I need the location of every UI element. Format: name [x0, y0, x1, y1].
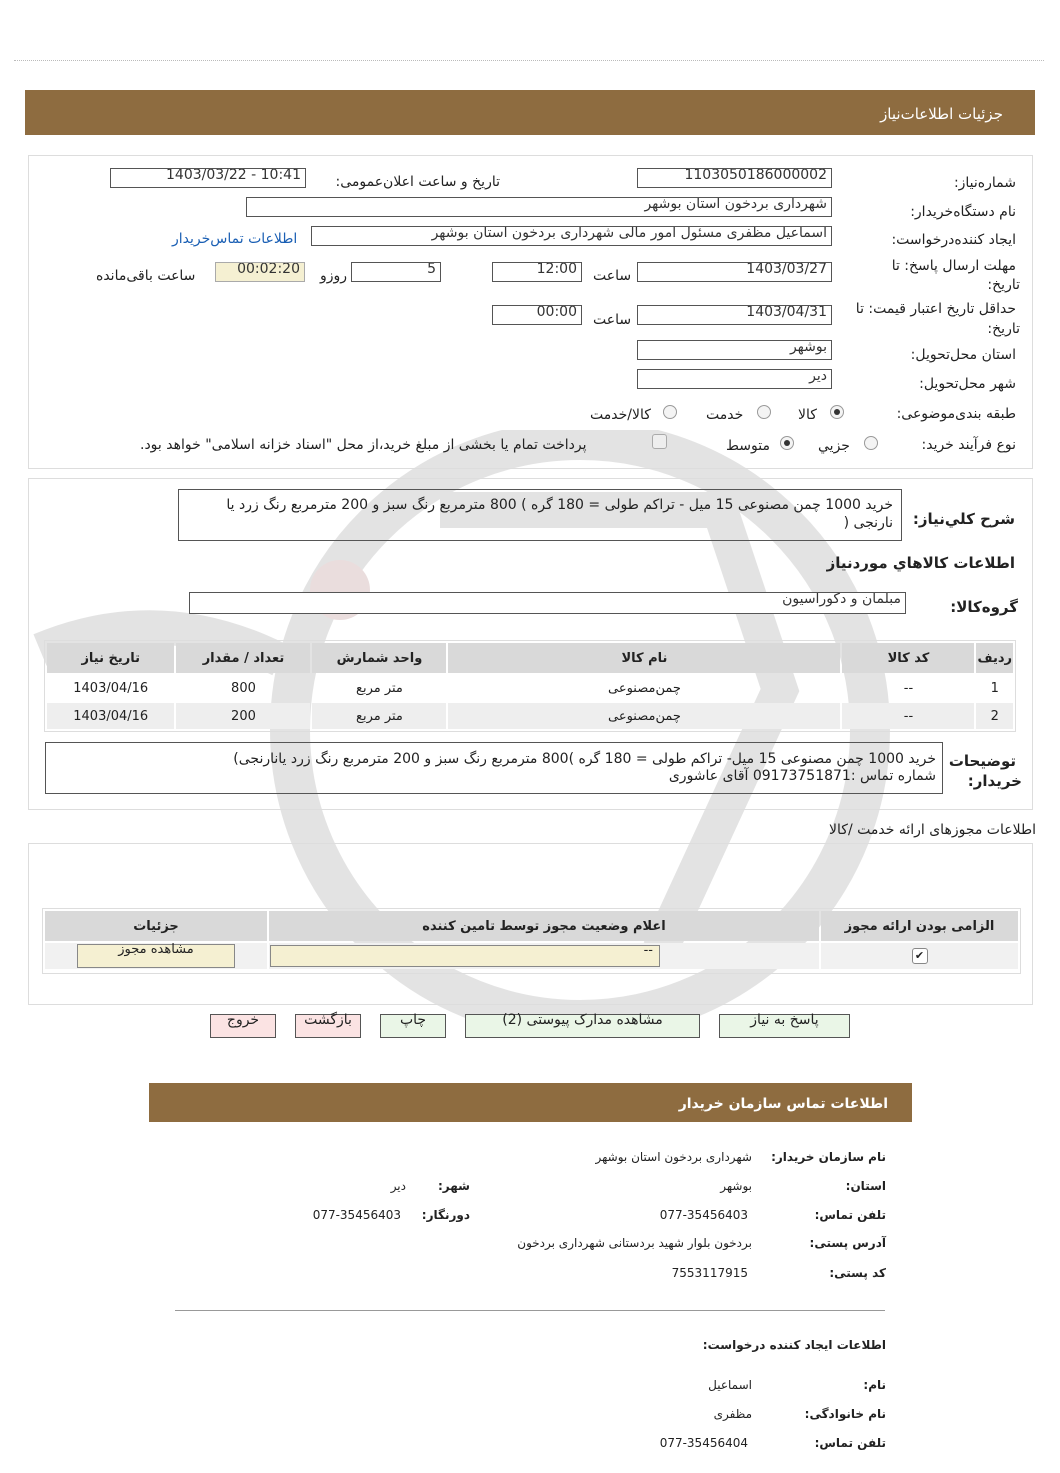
cell-required — [821, 943, 1018, 969]
validity-time-label: ساعت — [593, 312, 632, 328]
col-required: الزامی بودن ارائه مجوز — [821, 911, 1018, 941]
province-contact-value: بوشهر — [720, 1179, 752, 1193]
creator-phone-value: 077-35456404 — [659, 1436, 748, 1450]
category-service-radio[interactable] — [757, 405, 771, 419]
permits-title: اطلاعات مجوزهای ارائه خدمت /کالا — [829, 822, 1036, 838]
cell-code: -- — [903, 680, 914, 696]
col-unit: واحد شمارش — [312, 643, 446, 673]
exit-button[interactable]: خروج — [210, 1014, 276, 1038]
permits-table-header — [45, 911, 1018, 941]
validity-date-field: 1403/04/31 — [637, 305, 832, 325]
col-row: ردیف — [976, 643, 1013, 673]
items-table-header — [47, 643, 1013, 673]
col-name: نام کالا — [448, 643, 840, 673]
cell-row: 2 — [990, 708, 999, 724]
phone-value: 077-35456403 — [659, 1208, 748, 1222]
cell-name: چمن‌مصنوعی — [608, 708, 681, 724]
reply-button[interactable]: پاسخ به نیاز — [719, 1014, 850, 1038]
print-button[interactable]: چاپ — [380, 1014, 446, 1038]
buyer-notes-line2: شماره تماس :09173751871 آقای عاشوری — [668, 768, 936, 784]
cell-row: 1 — [990, 680, 999, 696]
name-value: اسماعیل — [708, 1378, 752, 1392]
days-field: 5 — [351, 262, 441, 282]
top-divider — [14, 60, 1044, 61]
buyer-notes-label-1: توضیحات — [948, 752, 1016, 770]
creator-label: ایجاد کننده‌درخواست: — [891, 232, 1016, 248]
org-label: نام سازمان خریدار: — [771, 1150, 886, 1164]
city-contact-label: شهر: — [438, 1179, 470, 1193]
cell-qty: 800 — [231, 680, 256, 696]
required-checkbox: ✔ — [912, 948, 928, 964]
table-row — [45, 943, 1018, 969]
page-title: جزئیات اطلاعات‌نیاز — [880, 105, 1003, 123]
cell-code: -- — [903, 708, 914, 724]
address-label: آدرس پستی: — [809, 1236, 886, 1250]
permits-table — [43, 909, 1020, 971]
postal-value: 7553117915 — [671, 1266, 748, 1280]
cell-date: 1403/04/16 — [73, 708, 149, 724]
category-both-radio[interactable] — [663, 405, 677, 419]
city-label: شهر محل‌تحویل: — [919, 376, 1016, 392]
name-label: نام: — [863, 1378, 886, 1392]
permits-table-wrap — [42, 908, 1021, 974]
col-status: اعلام وضعیت مجوز توسط تامین کننده — [269, 911, 819, 941]
days-label: روزو — [320, 268, 348, 284]
announce-label: تاریخ و ساعت اعلان‌عمومی: — [335, 174, 500, 190]
goods-info-title: اطلاعات کالاهاي موردنیاز — [826, 554, 1015, 572]
cell-unit: متر مربع — [356, 708, 403, 724]
cell-name: چمن‌مصنوعی — [608, 680, 681, 696]
category-goods-label: کالا — [798, 407, 817, 423]
buyer-org-field: شهرداری بردخون استان بوشهر — [246, 197, 832, 217]
table-row — [47, 675, 1013, 701]
items-table — [45, 641, 1015, 731]
deadline-date-field: 1403/03/27 — [637, 262, 832, 282]
process-partial-radio[interactable] — [864, 436, 878, 450]
deadline-time-label: ساعت — [593, 268, 632, 284]
category-both-label: کالا/خدمت — [590, 407, 651, 423]
back-button[interactable]: بازگشت — [295, 1014, 361, 1038]
goods-group-label: گروه‌کالا: — [950, 598, 1018, 616]
deadline-date-label: تاریخ: — [987, 277, 1020, 293]
need-number-label: شماره‌نیاز: — [953, 175, 1016, 191]
cell-qty: 200 — [231, 708, 256, 724]
phone-label: تلفن تماس: — [814, 1208, 886, 1222]
need-number-field: 1103050186000002 — [637, 168, 832, 188]
family-label: نام خانوادگی: — [804, 1407, 886, 1421]
process-partial-label: جزیي — [818, 438, 850, 454]
col-details: جزئیات — [45, 911, 267, 941]
cell-unit: متر مربع — [356, 680, 403, 696]
buyer-notes-label-2: خریدار: — [967, 772, 1022, 790]
process-medium-label: متوسط — [726, 438, 770, 454]
process-label: نوع فرآیند خرید: — [921, 437, 1016, 453]
cell-date: 1403/04/16 — [73, 680, 149, 696]
payment-note: پرداخت تمام یا بخشی از مبلغ خرید،از محل "اسناد خزانه اسلامی" خواهد بود. — [140, 437, 587, 453]
creator-info-title: اطلاعات ایجاد کننده درخواست: — [702, 1338, 886, 1352]
summary-label: شرح کلي‌نیاز: — [912, 510, 1015, 528]
fax-value: 077-35456403 — [312, 1208, 401, 1222]
remaining-label: ساعت باقی‌مانده — [96, 268, 196, 284]
creator-phone-label: تلفن تماس: — [814, 1436, 886, 1450]
category-label: طبقه بندی‌موضوعی: — [896, 406, 1016, 422]
category-goods-radio[interactable] — [830, 405, 844, 419]
deadline-time-field: 12:00 — [492, 262, 582, 282]
province-field: بوشهر — [637, 340, 832, 360]
family-value: مظفری — [713, 1407, 752, 1421]
buyer-notes-box — [45, 742, 943, 794]
col-code: کد کالا — [842, 643, 974, 673]
validity-label: حداقل تاریخ اعتبار قیمت: تا — [855, 301, 1016, 317]
buyer-contact-link[interactable]: اطلاعات تماس‌خریدار — [172, 231, 298, 247]
province-label: استان محل‌تحویل: — [910, 347, 1016, 363]
cell-details — [45, 943, 267, 969]
fax-label: دورنگار: — [421, 1208, 470, 1222]
buyer-org-label: نام دستگاه‌خریدار: — [910, 204, 1016, 220]
details-header — [25, 90, 1035, 135]
creator-field: اسماعیل مظفری مسئول امور مالی شهرداری بردخون استان بوشهر — [311, 226, 832, 246]
remaining-time-field: 00:02:20 — [215, 262, 305, 282]
contact-divider — [175, 1310, 885, 1311]
view-permit-button[interactable]: مشاهده مجوز — [77, 944, 235, 968]
category-service-label: خدمت — [706, 407, 744, 423]
treasury-checkbox[interactable] — [652, 434, 667, 449]
attachments-button[interactable]: مشاهده مدارک پیوستی (2) — [465, 1014, 700, 1038]
col-date: تاریخ نیاز — [47, 643, 174, 673]
contact-header — [149, 1083, 912, 1122]
process-medium-radio[interactable] — [780, 436, 794, 450]
province-contact-label: استان: — [845, 1179, 886, 1193]
city-contact-value: دیر — [390, 1179, 406, 1193]
summary-text-box — [178, 489, 902, 541]
deadline-label: مهلت ارسال پاسخ: تا — [891, 258, 1016, 274]
goods-group-field: مبلمان و دکوراسیون — [189, 592, 906, 614]
org-value: شهرداری بردخون استان بوشهر — [595, 1150, 752, 1164]
table-row — [47, 703, 1013, 729]
address-value: بردخون بلوار شهید بردستانی شهرداری بردخون — [517, 1236, 752, 1250]
summary-text: خرید 1000 چمن مصنوعی 15 میل - تراکم طولی = 180 گره ) 800 مترمربع رنگ سبز و 200 مترمربع رنگ زرد یا نارنجی ( — [226, 497, 893, 531]
postal-label: کد پستی: — [829, 1266, 886, 1280]
city-field: دیر — [637, 369, 832, 389]
buyer-notes-line1: خرید 1000 چمن مصنوعی 15 میل- تراکم طولی = 180 گره )800 مترمربع رنگ سبز و 200 مترمربع رنگ زرد یانارنجی) — [233, 751, 936, 767]
cell-status — [269, 943, 819, 969]
validity-time-field: 00:00 — [492, 305, 582, 325]
items-table-wrap — [44, 640, 1016, 732]
col-qty: تعداد / مقدار — [176, 643, 310, 673]
contact-title: اطلاعات تماس سازمان خریدار — [678, 1096, 888, 1112]
announce-field: 1403/03/22 - 10:41 — [110, 168, 306, 188]
permit-status-field[interactable]: -- — [270, 945, 660, 967]
validity-date-label: تاریخ: — [987, 321, 1020, 337]
